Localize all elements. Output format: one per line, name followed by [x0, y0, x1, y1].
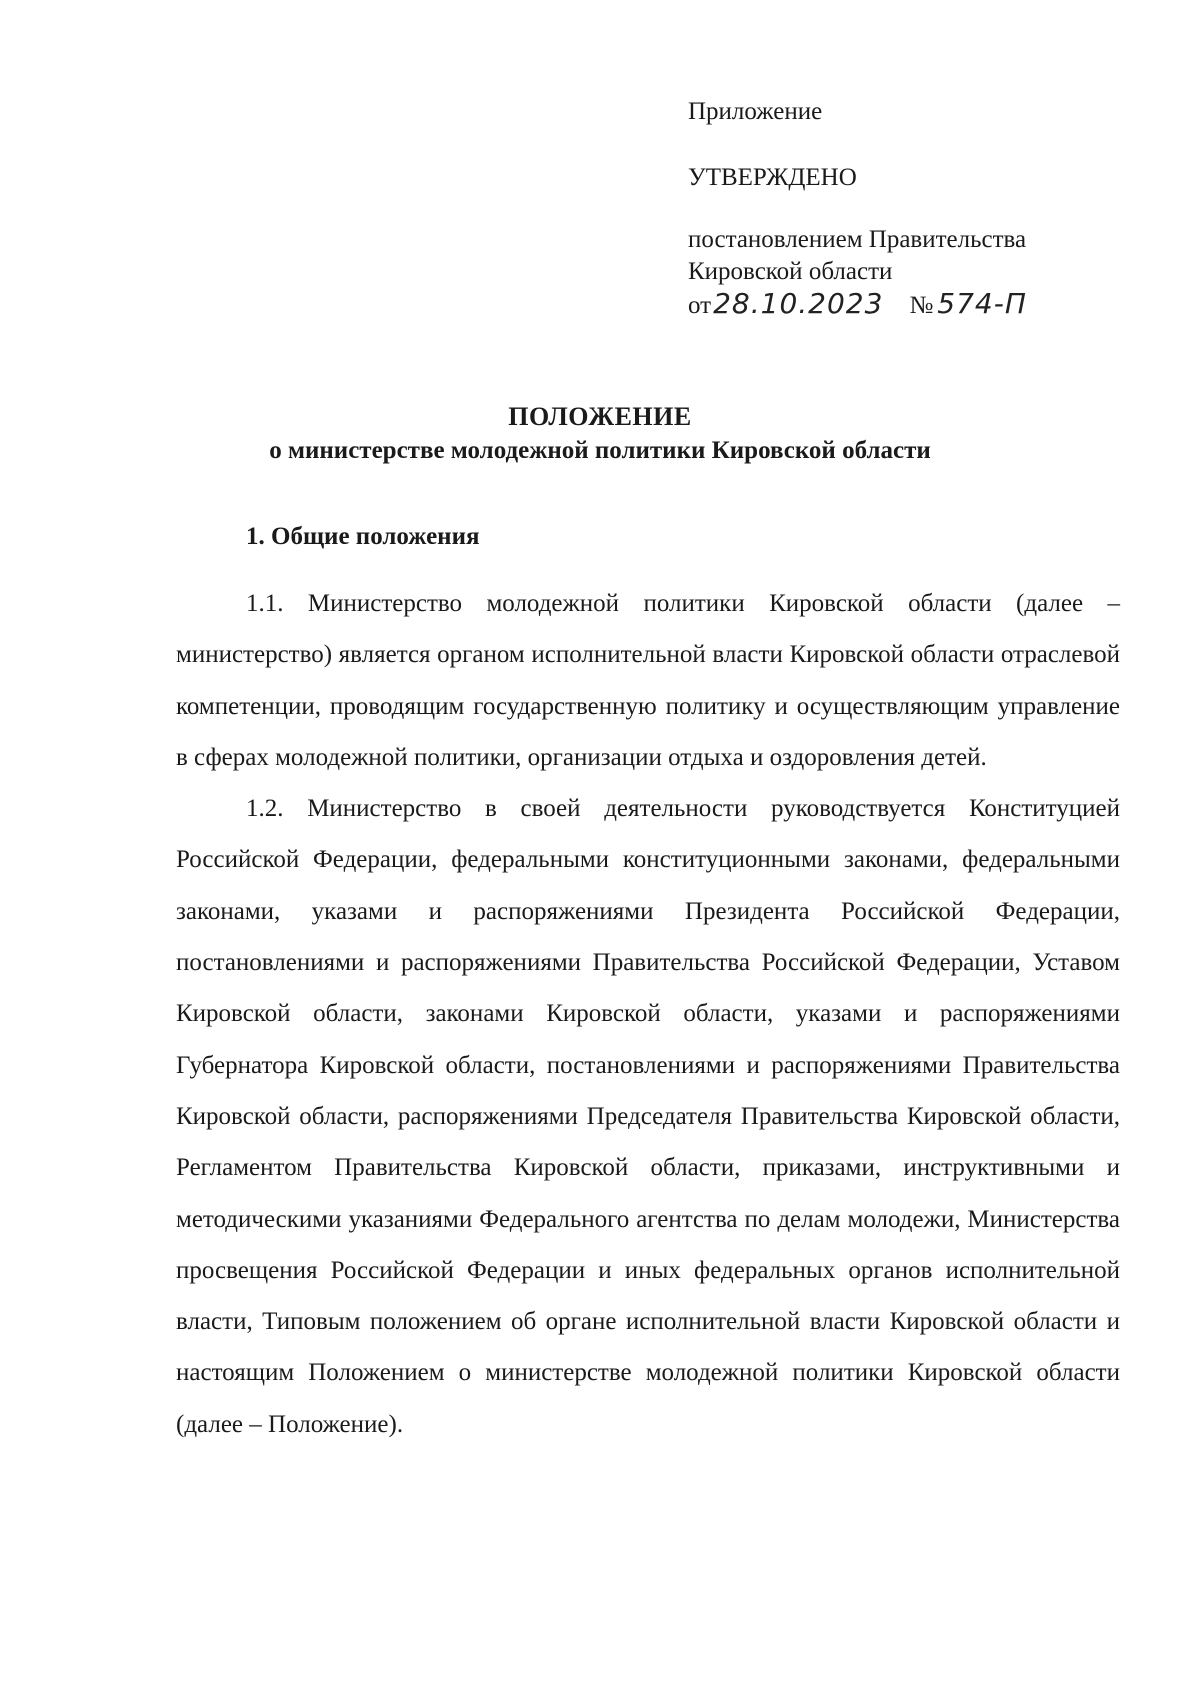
handwritten-date: 28.10.2023: [713, 287, 884, 320]
resolution-line-2: Кировской области: [688, 258, 893, 285]
document-title: ПОЛОЖЕНИЕ: [508, 402, 692, 431]
paragraph-1-1: 1.1. Министерство молодежной политики Кировской области (далее – министерство) является органом исполнительной власти Кировской области отраслевой компетенции, проводящим государственную политику и осуществляющим управление в сферах молодежной политики, организации отдыха и оздоровления детей.: [176, 590, 1120, 771]
date-number-line: [688, 288, 1108, 322]
resolution-line-1: постановлением Правительства: [688, 226, 1027, 253]
document-subtitle: о министерстве молодежной политики Кировской области: [269, 437, 931, 464]
handwritten-number: 574-П: [937, 287, 1027, 320]
date-prefix: от: [688, 292, 712, 319]
appendix-label: Приложение: [688, 98, 823, 125]
approved-label: УТВЕРЖДЕНО: [688, 164, 857, 191]
title-block: [0, 400, 1200, 468]
section-heading: 1. Общие положения: [246, 523, 480, 550]
approval-block: [688, 96, 1108, 322]
document-body: [176, 578, 1120, 1450]
number-prefix: №: [909, 292, 934, 319]
paragraph-1-2: 1.2. Министерство в своей деятельности руководствуется Конституцией Российской Федерации, федеральными конституционными законами, федеральными законами, указами и распоряжениями Президента Российской Федерации, постановлениями и распоряжениями Правительства Российской Федерации, Уставом Кировской области, законами Кировской области, указами и распоряжениями Губернатора Кировской области, постановлениями и распоряжениями Правительства Кировской области, распоряжениями Председателя Правительства Кировской области, Регламентом Правительства Кировской области, приказами, инструктивными и методическими указаниями Федерального агентства по делам молодежи, Министерства просвещения Российской Федерации и иных федеральных органов исполнительной власти, Типовым положением об органе исполнительной власти Кировской области и настоящим Положением о министерстве молодежной политики Кировской области (далее – Положение).: [176, 795, 1120, 1438]
